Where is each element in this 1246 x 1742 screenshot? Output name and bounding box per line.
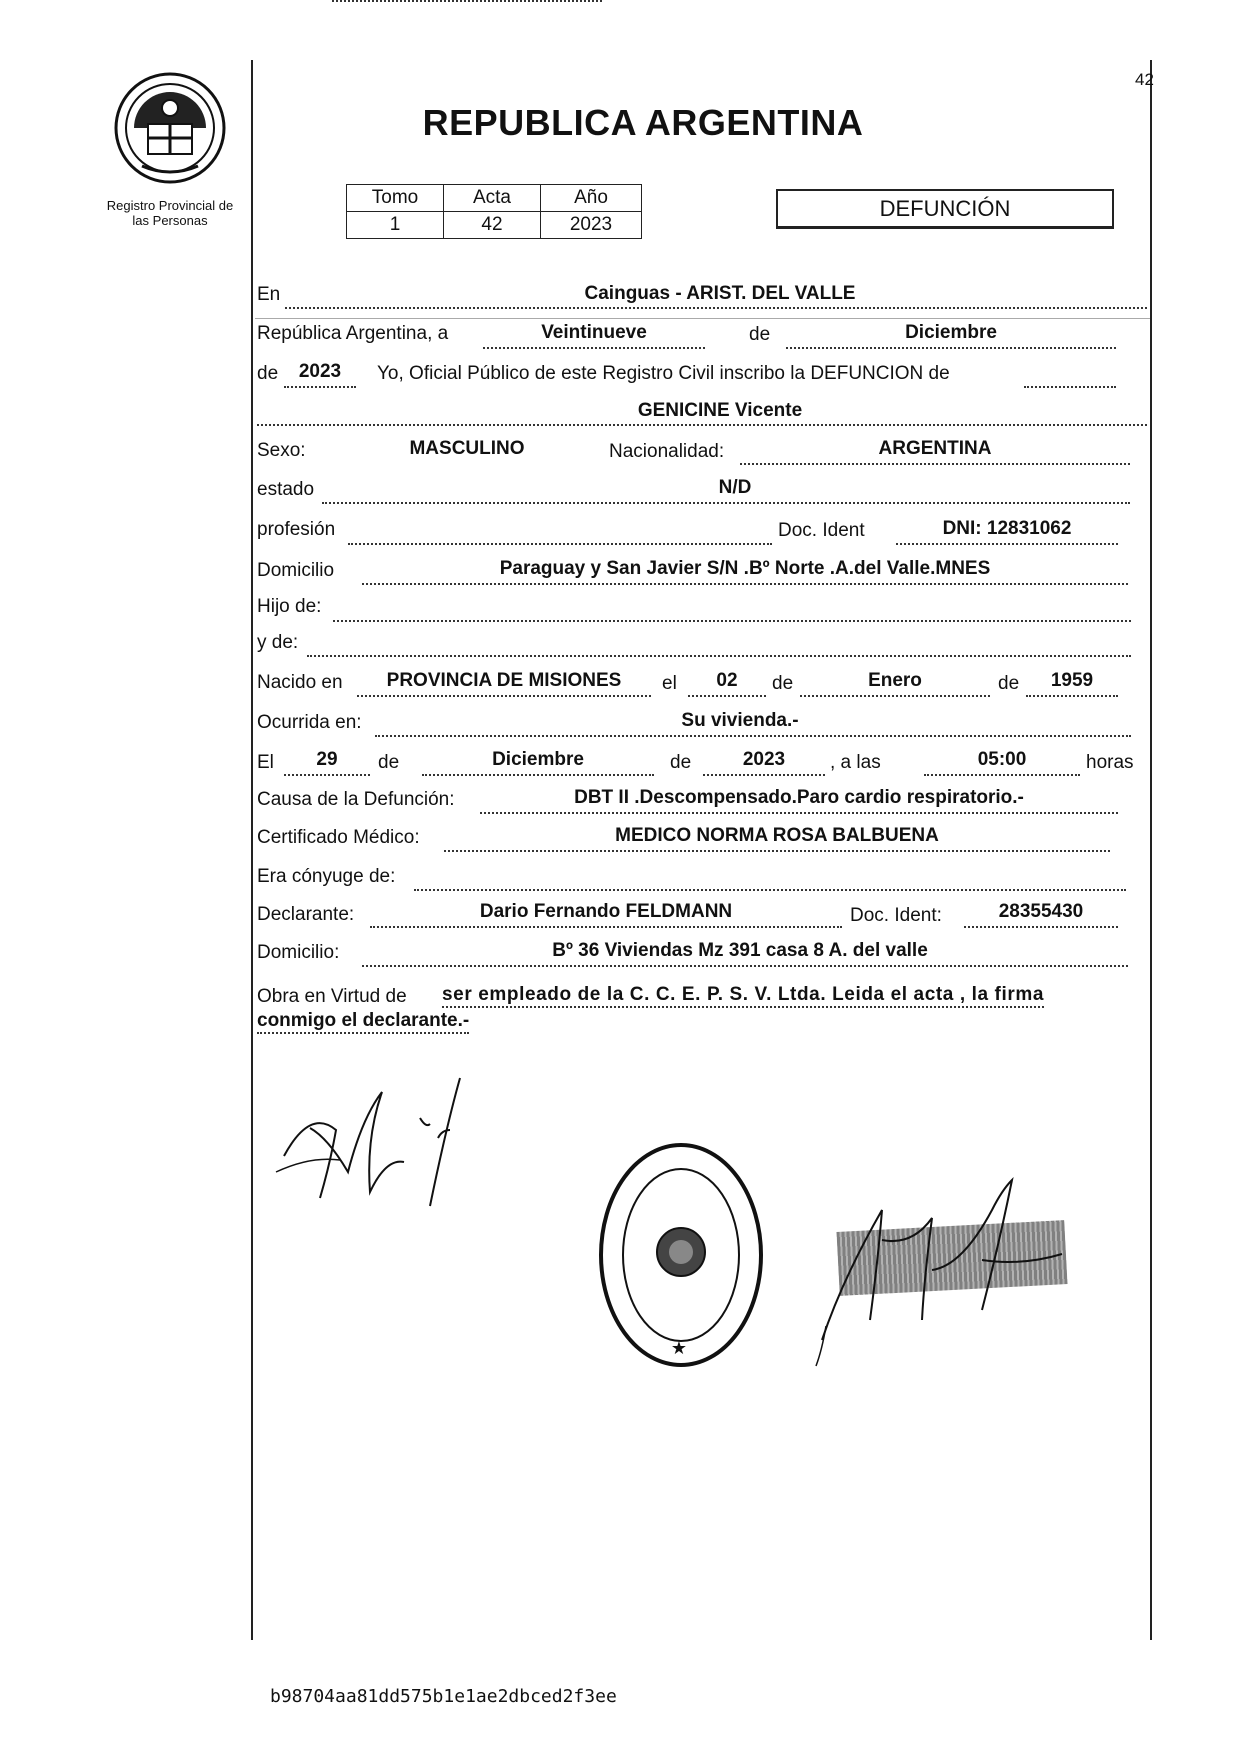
domicilio-underline bbox=[362, 583, 1128, 585]
de-year-label: de bbox=[257, 363, 279, 384]
death-month: Diciembre bbox=[492, 749, 584, 770]
death-day: 29 bbox=[316, 749, 338, 770]
birth-day: 02 bbox=[716, 670, 738, 691]
month-underline bbox=[786, 347, 1116, 349]
el-label: el bbox=[662, 673, 677, 694]
register-table bbox=[346, 184, 642, 239]
yde-underline bbox=[307, 655, 1131, 657]
name-underline bbox=[257, 424, 1147, 426]
profesion-underline bbox=[348, 543, 772, 545]
row-separator bbox=[255, 318, 1150, 319]
death-time-underline bbox=[924, 774, 1080, 776]
alas-label: , a las bbox=[830, 752, 881, 773]
svg-text:★: ★ bbox=[670, 1338, 688, 1359]
registry-name-line1: Registro Provincial de bbox=[106, 198, 234, 213]
sexo-underline bbox=[332, 0, 602, 2]
obra-value-line1: ser empleado de la C. C. E. P. S. V. Ltda. Leida el acta , la firma bbox=[442, 984, 1044, 1008]
declarante-underline bbox=[370, 926, 842, 928]
death-time: 05:00 bbox=[977, 749, 1027, 770]
obra-label: Obra en Virtud de bbox=[257, 986, 407, 1007]
doc-ident-label: Doc. Ident bbox=[778, 520, 865, 541]
en-label: En bbox=[257, 284, 281, 305]
yde-label: y de: bbox=[257, 632, 299, 653]
death-year: 2023 bbox=[742, 749, 786, 770]
page-title: REPUBLICA ARGENTINA bbox=[422, 102, 864, 143]
causa-label: Causa de la Defunción: bbox=[257, 789, 455, 810]
doc-ident-underline bbox=[896, 543, 1118, 545]
sexo-label: Sexo: bbox=[257, 440, 306, 461]
intro-text: Yo, Oficial Público de este Registro Civil inscribo la DEFUNCION de bbox=[377, 363, 950, 384]
declarant-signature bbox=[270, 1068, 500, 1218]
en-value: Cainguas - ARIST. DEL VALLE bbox=[584, 283, 856, 304]
register-value-ano: 2023 bbox=[541, 212, 642, 239]
certificado-underline bbox=[444, 850, 1110, 852]
nacionalidad-label: Nacionalidad: bbox=[609, 441, 725, 462]
register-header-ano: Año bbox=[541, 185, 642, 212]
de-label: de bbox=[749, 324, 771, 345]
certificado-value: MEDICO NORMA ROSA BALBUENA bbox=[615, 825, 939, 846]
ocurrida-value: Su vivienda.- bbox=[681, 710, 799, 731]
decl-doc-value: 28355430 bbox=[998, 901, 1084, 922]
registry-name bbox=[88, 198, 252, 228]
nacido-label: Nacido en bbox=[257, 672, 343, 693]
estado-underline bbox=[322, 502, 1130, 504]
declarante-label: Declarante: bbox=[257, 904, 355, 925]
republica-label: República Argentina, a bbox=[257, 323, 449, 344]
nacionalidad-value: ARGENTINA bbox=[878, 438, 992, 459]
year-value: 2023 bbox=[298, 361, 342, 382]
year-underline bbox=[284, 386, 356, 388]
register-value-acta: 42 bbox=[444, 212, 541, 239]
en-underline bbox=[285, 307, 1147, 309]
nacionalidad-underline bbox=[740, 463, 1130, 465]
register-value-row bbox=[347, 212, 642, 239]
decl-domicilio-label: Domicilio: bbox=[257, 942, 340, 963]
register-header-tomo: Tomo bbox=[347, 185, 444, 212]
ocurrida-label: Ocurrida en: bbox=[257, 712, 362, 733]
conyuge-underline bbox=[414, 889, 1126, 891]
birth-year: 1959 bbox=[1050, 670, 1094, 691]
sexo-value: MASCULINO bbox=[409, 438, 525, 459]
declarante-value: Dario Fernando FELDMANN bbox=[479, 901, 733, 922]
causa-underline bbox=[480, 812, 1118, 814]
conyuge-label: Era cónyuge de: bbox=[257, 866, 396, 887]
profesion-label: profesión bbox=[257, 519, 336, 540]
birth-month-underline bbox=[800, 695, 990, 697]
birth-day-underline bbox=[688, 695, 766, 697]
day-text: Veintinueve bbox=[541, 322, 647, 343]
decl-domicilio-value: Bº 36 Viviendas Mz 391 casa 8 A. del valle bbox=[552, 940, 928, 961]
estado-label: estado bbox=[257, 479, 315, 500]
left-margin-line bbox=[251, 60, 253, 1640]
domicilio-label: Domicilio bbox=[257, 560, 335, 581]
nacido-value: PROVINCIA DE MISIONES bbox=[386, 670, 622, 691]
decl-doc-underline bbox=[964, 926, 1118, 928]
estado-value: N/D bbox=[718, 477, 752, 498]
birth-month: Enero bbox=[868, 670, 922, 691]
certificado-label: Certificado Médico: bbox=[257, 827, 420, 848]
decl-domicilio-underline bbox=[362, 965, 1128, 967]
death-day-underline bbox=[284, 774, 370, 776]
domicilio-value: Paraguay y San Javier S/N .Bº Norte .A.del Valle.MNES bbox=[499, 558, 991, 579]
death-de1-label: de bbox=[378, 752, 400, 773]
hijo-underline bbox=[333, 620, 1131, 622]
el-death-label: El bbox=[257, 752, 274, 773]
page-number: 42 bbox=[1135, 70, 1154, 89]
causa-value: DBT II .Descompensado.Paro cardio respiratorio.- bbox=[574, 787, 1024, 808]
official-signature bbox=[812, 1170, 1102, 1370]
registry-name-line2: las Personas bbox=[132, 213, 208, 228]
decl-doc-label: Doc. Ident: bbox=[850, 905, 942, 926]
day-underline bbox=[483, 347, 705, 349]
horas-label: horas bbox=[1086, 752, 1134, 773]
death-month-underline bbox=[422, 774, 654, 776]
obra-value-line2: conmigo el declarante.- bbox=[257, 1010, 469, 1034]
death-year-underline bbox=[703, 774, 825, 776]
birth-de1-label: de bbox=[772, 673, 794, 694]
right-margin-line bbox=[1150, 60, 1152, 1640]
official-seal bbox=[597, 1140, 765, 1370]
doc-ident-value: DNI: 12831062 bbox=[942, 518, 1072, 539]
register-header-acta: Acta bbox=[444, 185, 541, 212]
nacido-underline bbox=[357, 695, 651, 697]
record-type-box: DEFUNCIÓN bbox=[776, 189, 1114, 229]
hijo-label: Hijo de: bbox=[257, 596, 322, 617]
month-text: Diciembre bbox=[905, 322, 997, 343]
intro-underline bbox=[1024, 386, 1116, 388]
official-seal-icon bbox=[597, 1140, 765, 1370]
deceased-name: GENICINE Vicente bbox=[637, 400, 803, 421]
ocurrida-underline bbox=[375, 735, 1131, 737]
birth-year-underline bbox=[1026, 695, 1118, 697]
birth-de2-label: de bbox=[998, 673, 1020, 694]
register-value-tomo: 1 bbox=[347, 212, 444, 239]
register-header-row bbox=[347, 185, 642, 212]
document-hash: b98704aa81dd575b1e1ae2dbced2f3ee bbox=[270, 1686, 617, 1707]
death-de2-label: de bbox=[670, 752, 692, 773]
